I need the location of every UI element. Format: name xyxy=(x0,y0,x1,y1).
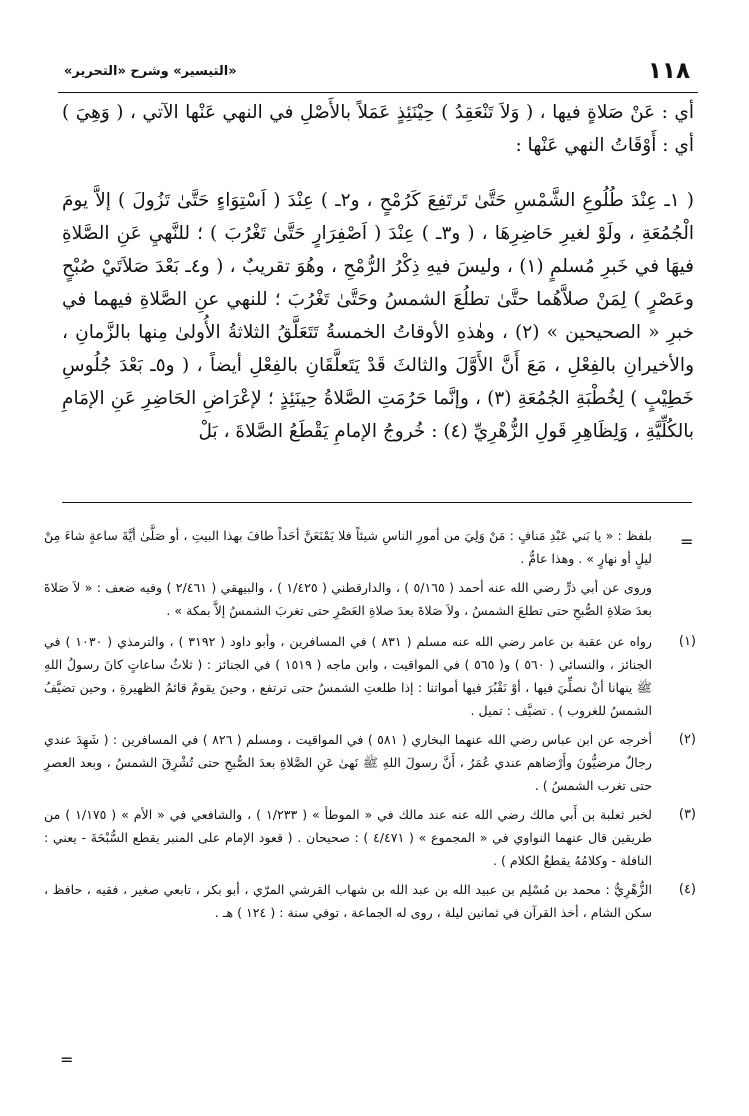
footnote-continuation-paragraph: بلفظ : « يا بَني عَبْدِ مَنافٍ : مَنْ وَلِيَ من أمورِ الناسِ شيئاً فلا يَمْنَعَنَّ أحَداً طافَ بهذا البيتِ ، أو صَلَّىٰ أيَّةَ ساعةٍ شاءَ مِنْ ليلٍ أو نهارٍ » . وهذا عامٌّ . xyxy=(44,528,652,566)
footnote-marker: (٢) xyxy=(678,732,696,747)
intro-paragraph: أي : عَنْ صَلاةٍ فيها ، ( وَلاَ تَنْعَقِدُ ) حِيْنَئِذٍ عَمَلاً بالأَصْلِ في النهي عَنْها الآتي ، ( وَهِيَ ) أي : أَوْقَاتُ النهي عَنْها : xyxy=(62,102,694,156)
footnotes-section xyxy=(44,524,696,930)
running-title: «التيسير» وشرح «التحرير» xyxy=(64,64,237,79)
footnote-marker: (١) xyxy=(678,634,696,649)
footnote-text: أخرجه عن ابن عباس رضي الله عنهما البخاري ( ٥٨١ ) في المواقيت ، ومسلم ( ٨٢٦ ) في المسافرين : ( شَهِدَ عندي رجالٌ مرضيُّونَ وأَرْضاهم عندي عُمَرُ ، أَنَّ رسولَ اللهِ ﷺ نَهىٰ عَنِ الصَّلاةِ بعدَ الصُّبحِ حتى تُشْرِقَ الشمسُ ، وبعد العصرِ حتى تغرب الشمسُ ) . xyxy=(44,732,652,793)
footnote-divider xyxy=(62,502,692,503)
page-header xyxy=(58,52,698,93)
body-paragraph: ( ١ـ عِنْدَ طُلُوعِ الشَّمْسِ حَتَّىٰ تَرتَفِعَ كَرُمْحٍ ، و٢ـ ) عِنْدَ ( اَسْتِوَاءٍ حَتَّىٰ تَزُولَ ) إلاَّ يومَ الْجُمُعَةِ ، ولَوْ لغيرِ حَاضِرِهَا ، ( و٣ـ ) عِنْدَ ( اَصْفِرَارٍ حَتَّىٰ تَغْرُبَ ) ؛ للنَّهيِ عَنِ الصَّلاةِ فيهَا في خَبرِ مُسلمٍ (١) ، وليسَ فيهِ ذِكْرُ الرُّمْحِ ، وهُوَ تقريبٌ ، ( و٤ـ بَعْدَ صَلاَتَيْ صُبْحٍ وعَصْرٍ ) لِمَنْ صلاَّهُما حتَّىٰ تطلُعَ الشمسُ وحَتَّىٰ تَغْرُبَ ؛ للنهي عنِ الصَّلاةِ فيهما في خبرِ « الصحيحين » (٢) ، وهٰذهِ الأوقاتُ الخمسةُ تَتَعَلَّقُ الثلاثةُ الأُولىٰ مِنها بالزَّمانِ ، والأخيرانِ بالفِعْلِ ، مَعَ أَنَّ الأَوَّلَ والثالثَ قَدْ يَتَعلَّقَانِ بالفِعْلِ أيضاً ، ( و٥ـ بَعْدَ جُلُوسِ خَطِيْبٍ ) لِخُطْبَةِ الجُمُعَةِ (٣) ، وإنَّما حَرُمَتِ الصَّلاةُ حِينَئِذٍ ؛ لإعْرَاضِ الحَاضِرِ عَنِ الإمَامِ بالكُلِّيَّةِ ، وَلِظَاهِرِ قَولِ الزُّهْرِيِّ (٤) : خُروجُ الإمامِ يَقْطَعُ الصَّلاةَ ، بَلْ xyxy=(62,190,695,442)
footnote-marker: (٤) xyxy=(678,882,696,897)
footnote-4 xyxy=(44,878,696,924)
continuation-mark: = xyxy=(680,532,694,551)
footnote-text: رواه عن عقبة بن عامر رضي الله عنه مسلم ( ٨٣١ ) في المسافرين ، وأبو داود ( ٣١٩٢ ) ، والترمذي ( ١٠٣٠ ) في الجنائز ، والنسائي ( ٥٦٠ ) و( ٥٦٥ ) في المواقيت ، وابن ماجه ( ١٥١٩ ) في الجنائز : ( ثلاثُ ساعاتٍ كانَ رسولُ اللهِ ﷺ ينهانا أنْ نصلِّيَ فيها ، أوْ نَقْبُرَ فيها أمواتنا : إذا طلعتِ الشمسُ حتى ترتفع ، وحينَ يقومُ قائمُ الظهيرةِ ، وحين تضيَّفُ الشمسُ للغروب ) . تضيَّف : تميل . xyxy=(44,634,653,718)
footnote-marker: (٣) xyxy=(678,807,696,822)
continues-next-page-mark: = xyxy=(60,1050,74,1069)
footnote-continuation-paragraph: وروى عن أبي ذرٍّ رضي الله عنه أحمد ( ٥/١٦٥ ) ، والدارقطني ( ١/٤٢٥ ) ، والبيهقي ( ٢/٤٦١ ) وفيه ضعف : « لاَ صَلاةَ بعدَ صَلاةِ الصُّبحِ حتى تطلعَ الشمسُ ، ولاَ صَلاةَ بعدَ صلاةِ العَصْرِ حتى تغربَ الشمسُ إلاَّ بمكة » . xyxy=(44,580,652,618)
main-text xyxy=(62,96,694,448)
footnote-3 xyxy=(44,803,696,872)
page-number: ١١٨ xyxy=(647,58,690,84)
footnote-text: الزُّهْرِيُّ : محمد بن مُسْلِم بن عبيد الله بن عبد الله بن شهاب القرشي المرّي ، أبو بكر ، تابعي صغير ، فقيه ، حافظ ، سكن الشام ، أخذ القرآن في ثمانين ليلة ، روى له الجماعة ، توفي سنة : ( ١٢٤ ) هـ . xyxy=(44,882,652,920)
footnote-text: لخبر ثعلبة بن أَبي مالك رضي الله عنه عند مالك في « الموطأ » ( ١/٢٣٣ ) ، والشافعي في « الأم » ( ١/١٧٥ ) من طريقين قال عنهما النواوي في « المجموع » ( ٤/٤٧١ ) : صحيحان . ( قعود الإمام على المنبر يقطع السُّبْحَةَ - يعني : النافلة - وكلامُهُ يقطعُ الكلام ) . xyxy=(44,807,653,868)
footnote-2 xyxy=(44,728,696,797)
footnote-1 xyxy=(44,630,696,722)
footnote-continuation xyxy=(44,524,696,622)
